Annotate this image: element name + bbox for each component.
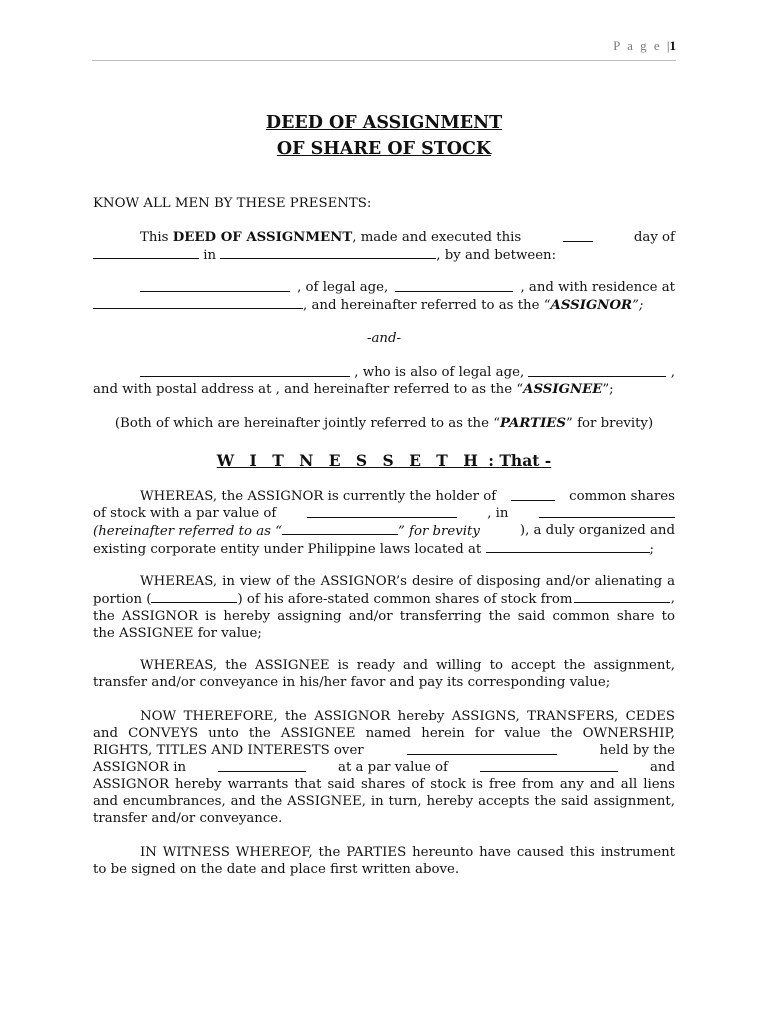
par-value-2-blank[interactable] xyxy=(480,759,618,772)
location-blank[interactable] xyxy=(486,540,650,553)
intro-text: KNOW ALL MEN BY THESE PRESENTS: xyxy=(93,196,372,211)
assignor-residence-blank[interactable] xyxy=(93,296,303,309)
abbrev-blank[interactable] xyxy=(282,522,398,535)
w5-line1: IN WITNESS WHEREOF, the PARTIES hereunto have caused this instrument xyxy=(140,845,675,860)
paragraph-assignor xyxy=(93,279,675,314)
place-blank[interactable] xyxy=(220,246,436,259)
and-separator: -and- xyxy=(367,331,401,346)
in-witness-whereof xyxy=(93,844,675,878)
p1-line1: This DEED OF ASSIGNMENT, made and executed this day of xyxy=(140,230,675,245)
w1-line1: WHEREAS, the ASSIGNOR is currently the holder of common shares xyxy=(140,489,675,504)
w4-line3: RIGHTS, TITLES AND INTERESTS over held by the xyxy=(93,743,675,758)
whereas-desire xyxy=(93,573,675,642)
w1-line2: of stock with a par value of , in xyxy=(93,505,675,522)
page-number: 1 xyxy=(669,38,676,53)
assignee-status-blank[interactable] xyxy=(528,364,666,377)
paragraph-assignee xyxy=(93,364,675,398)
company-name-blank[interactable] xyxy=(218,759,306,772)
w2-line2: portion ( ) of his afore-stated common shares of stock from , xyxy=(93,591,675,607)
assignor-name-blank[interactable] xyxy=(140,279,290,292)
witnesseth-heading: W I T N E S S E T H : That - xyxy=(216,451,552,470)
w3-line2: transfer and/or conveyance in his/her favor and pay its corresponding value; xyxy=(93,675,611,690)
assignee-name-blank[interactable] xyxy=(140,364,350,377)
w1-line3: (hereinafter referred to as “ ” for brevity ), a duly organized and xyxy=(93,523,675,539)
w4-line6: and encumbrances, and the ASSIGNEE, in turn, hereby accepts the said assignment, xyxy=(93,794,675,809)
paragraph-deed-execution xyxy=(93,229,675,264)
p3-line2: and with postal address at , and hereinafter referred to as the “ASSIGNEE”; xyxy=(93,382,614,397)
p1-line2: in , by and between: xyxy=(93,246,675,264)
intro-line xyxy=(93,195,675,212)
assignor-status-blank[interactable] xyxy=(395,279,513,292)
w2-line4: the ASSIGNEE for value; xyxy=(93,626,262,641)
day-blank[interactable] xyxy=(563,229,593,242)
w4-line1: NOW THEREFORE, the ASSIGNOR hereby ASSIGNS, TRANSFERS, CEDES xyxy=(140,709,675,724)
w3-line1: WHEREAS, the ASSIGNEE is ready and willing to accept the assignment, xyxy=(140,658,675,673)
month-blank[interactable] xyxy=(93,246,199,259)
w1-line4: existing corporate entity under Philippine laws located at ; xyxy=(93,542,654,557)
p3-line1: , who is also of legal age, , xyxy=(93,364,675,381)
parties-note: (Both of which are hereinafter jointly referred to as the “PARTIES” for brevity) xyxy=(114,416,654,431)
document-title-line1: DEED OF ASSIGNMENT xyxy=(265,113,503,133)
w5-line2: to be signed on the date and place first written above. xyxy=(93,862,460,877)
now-therefore xyxy=(93,708,675,827)
w4-line5: ASSIGNOR hereby warrants that said shares of stock is free from any and all liens xyxy=(93,777,675,792)
source-blank[interactable] xyxy=(574,590,670,603)
w4-line2: and CONVEYS unto the ASSIGNEE named herein for value the OWNERSHIP, xyxy=(93,726,675,741)
w2-line1: WHEREAS, in view of the ASSIGNOR’s desire of disposing and/or alienating a xyxy=(140,574,675,589)
par-value-blank[interactable] xyxy=(307,505,457,518)
page-separator: | xyxy=(666,38,670,53)
p2-line1: , of legal age, , and with residence at xyxy=(93,279,675,296)
page-label: P a g e xyxy=(613,38,662,53)
page-header xyxy=(92,38,676,61)
shares-count-blank[interactable] xyxy=(511,488,555,501)
w2-line3: the ASSIGNOR is hereby assigning and/or transferring the said common share to xyxy=(93,609,675,624)
w4-line7: transfer and/or conveyance. xyxy=(93,811,283,826)
whereas-holder xyxy=(93,488,675,558)
whereas-ready xyxy=(93,657,675,691)
document-title-line2: OF SHARE OF STOCK xyxy=(276,139,492,159)
company-blank[interactable] xyxy=(539,505,675,518)
portion-blank[interactable] xyxy=(151,590,237,603)
w4-line4: ASSIGNOR in at a par value of and xyxy=(93,760,675,775)
p2-line2: , and hereinafter referred to as the “ASSIGNOR”; xyxy=(93,296,675,314)
shares-held-blank[interactable] xyxy=(407,742,557,755)
